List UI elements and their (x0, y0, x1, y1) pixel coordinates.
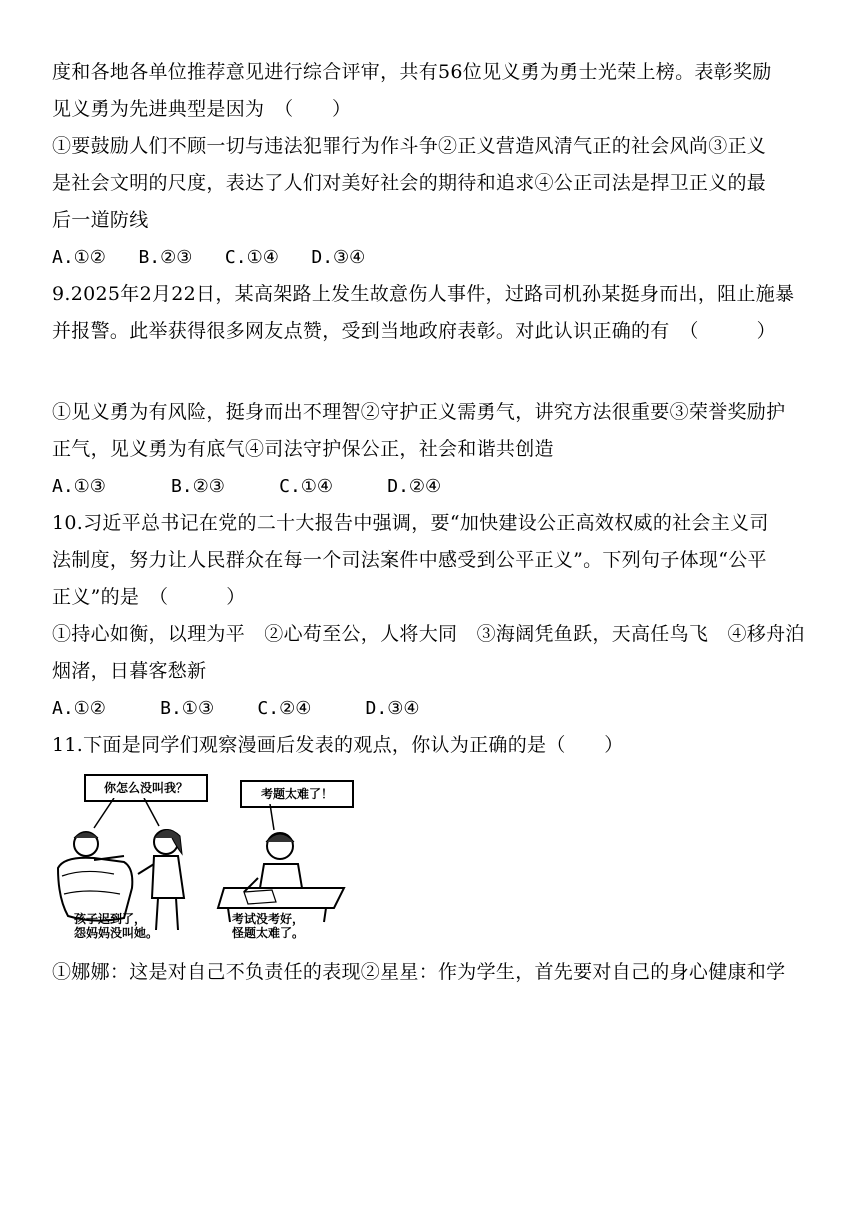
q11-stem: 11.下面是同学们观察漫画后发表的观点，你认为正确的是（ ） (52, 734, 624, 756)
right-speech-bubble: 考题太难了！ (240, 780, 354, 808)
question-8 (52, 54, 822, 276)
right-panel-drawing (214, 804, 364, 924)
left-caption-line-2: 怨妈妈没叫她。 (74, 926, 159, 940)
q9-options: A.①③ B.②③ C.①④ D.②④ (52, 476, 442, 497)
q8-statements-line-3: 后一道防线 (52, 209, 149, 231)
q10-stem-line-3: 正义”的是 （ ） (52, 586, 246, 608)
q9-stem-line-2: 并报警。此举获得很多网友点赞，受到当地政府表彰。对此认识正确的有 （ ） (52, 320, 776, 342)
q11-statements-line-1: ①娜娜：这是对自己不负责任的表现②星星：作为学生，首先要对自己的身心健康和学 (52, 961, 786, 983)
right-caption-line-1: 考试没考好， (232, 912, 305, 926)
q8-stem-line-2: 见义勇为先进典型是因为 （ ） (52, 98, 352, 120)
q10-stem-line-1: 10.习近平总书记在党的二十大报告中强调，要“加快建设公正高效权威的社会主义司 (52, 512, 769, 534)
left-caption-line-1: 孩子迟到了， (74, 912, 147, 926)
q8-stem-line-1: 度和各地各单位推荐意见进行综合评审，共有56位见义勇为勇士光荣上榜。表彰奖励 (52, 61, 772, 83)
question-11 (52, 727, 822, 991)
q9-blank-space (52, 350, 822, 394)
q9-stem-line-1: 9.2025年2月22日，某高架路上发生故意伤人事件，过路司机孙某挺身而出，阻止施暴 (52, 283, 795, 305)
right-caption-line-2: 怪题太难了。 (232, 926, 305, 940)
document-page (52, 54, 822, 991)
q10-stem-line-2: 法制度，努力让人民群众在每一个司法案件中感受到公平正义”。下列句子体现“公平 (52, 549, 767, 571)
left-caption (74, 912, 158, 940)
q10-statements-line-2: 烟渚，日暮客愁新 (52, 660, 207, 682)
question-10 (52, 505, 822, 727)
comic-illustration (54, 772, 364, 948)
q9-statements-line-2: 正气，见义勇为有底气④司法守护保公正，社会和谐共创造 (52, 438, 554, 460)
q10-options: A.①② B.①③ C.②④ D.③④ (52, 698, 420, 719)
q9-statements-line-1: ①见义勇为有风险，挺身而出不理智②守护正义需勇气，讲究方法很重要③荣誉奖励护 (52, 401, 786, 423)
question-9 (52, 276, 822, 505)
right-caption (232, 912, 304, 940)
left-speech-bubble: 你怎么没叫我？ (84, 774, 208, 802)
q8-options: A.①② B.②③ C.①④ D.③④ (52, 247, 366, 268)
q8-statements-line-2: 是社会文明的尺度，表达了人们对美好社会的期待和追求④公正司法是捍卫正义的最 (52, 172, 767, 194)
q8-statements-line-1: ①要鼓励人们不顾一切与违法犯罪行为作斗争②正义营造风清气正的社会风尚③正义 (52, 135, 767, 157)
q10-statements-line-1: ①持心如衡，以理为平 ②心苟至公，人将大同 ③海阔凭鱼跃，天高任鸟飞 ④移舟泊 (52, 623, 805, 645)
